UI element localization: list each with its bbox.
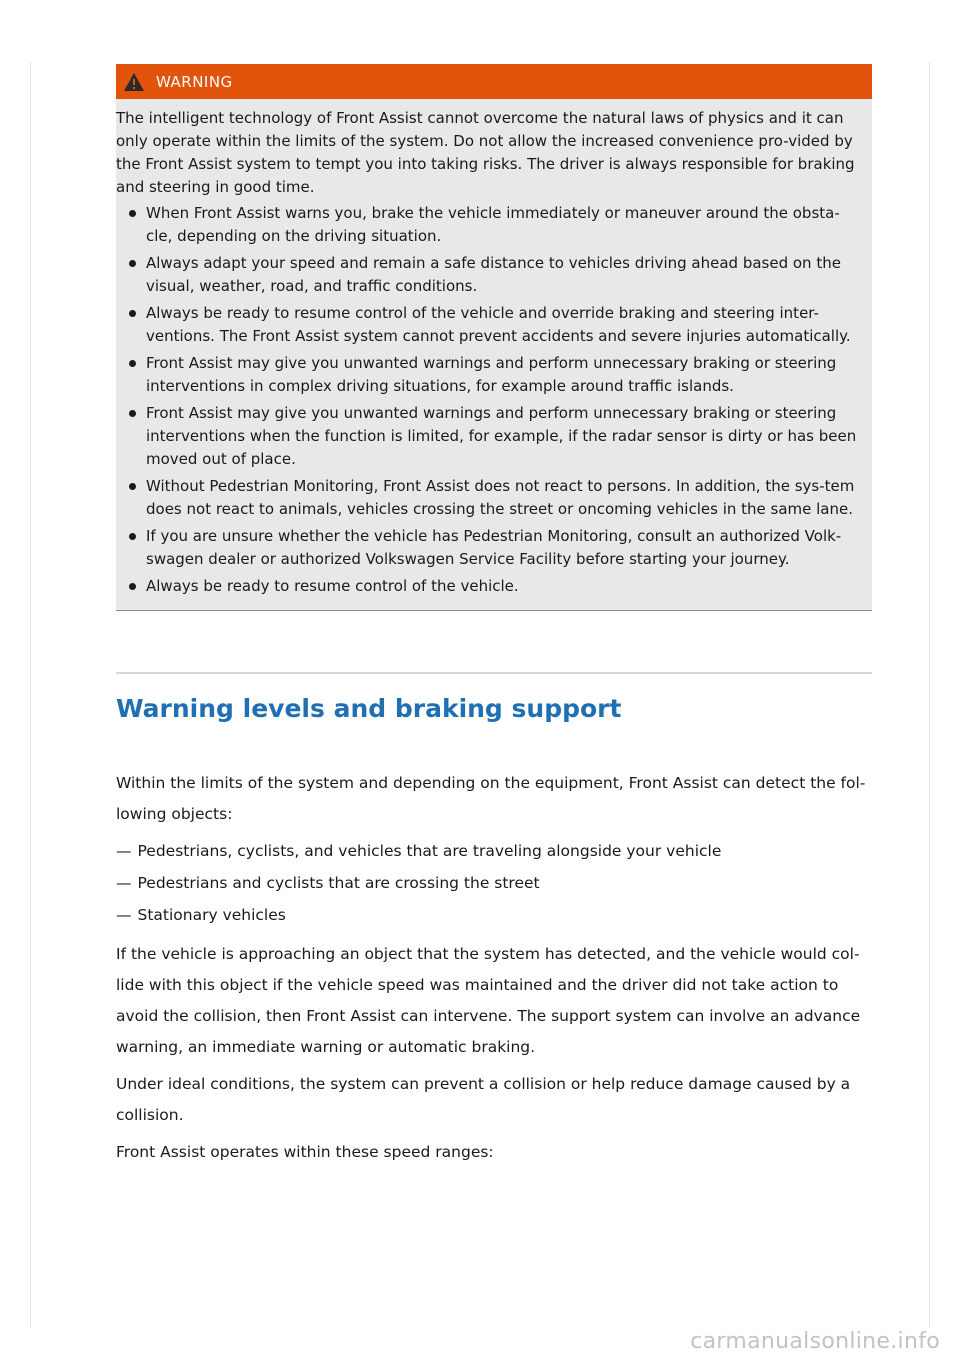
warning-bullet bbox=[116, 402, 862, 471]
list-item bbox=[116, 836, 872, 867]
bullet-dot-icon bbox=[129, 210, 136, 217]
list-item bbox=[116, 868, 872, 899]
list-item-text: Stationary vehicles bbox=[137, 906, 286, 924]
warning-bullet-text: Always be ready to resume control of the vehicle and override braking and steering inter-ventions. The Front Assist system cannot prevent accidents and severe injuries automatically. bbox=[146, 304, 851, 345]
list-item-text: Pedestrians, cyclists, and vehicles that are traveling alongside your vehicle bbox=[137, 842, 722, 860]
dash-marker: — bbox=[116, 906, 132, 924]
paragraph-speed-ranges: Front Assist operates within these speed ranges: bbox=[116, 1143, 494, 1161]
list-item bbox=[116, 900, 872, 931]
watermark: carmanualsonline.info bbox=[690, 1329, 940, 1354]
bullet-dot-icon bbox=[129, 310, 136, 317]
detected-objects-list bbox=[116, 836, 872, 931]
paragraph-ideal-conditions: Under ideal conditions, the system can prevent a collision or help reduce damage caused by a collision. bbox=[116, 1075, 851, 1124]
warning-bullet-text: Front Assist may give you unwanted warnings and perform unnecessary braking or steering interventions in complex driving situations, for example around traffic islands. bbox=[146, 354, 837, 395]
section-content bbox=[116, 768, 872, 1174]
section-intro: Within the limits of the system and depending on the equipment, Front Assist can detect the fol-lowing objects: bbox=[116, 774, 866, 823]
warning-bullet-text: Always adapt your speed and remain a safe distance to vehicles driving ahead based on the visual, weather, road, and traffic conditions. bbox=[146, 254, 841, 295]
warning-bullet bbox=[116, 352, 862, 398]
section-heading: Warning levels and braking support bbox=[116, 694, 622, 723]
warning-bullet bbox=[116, 525, 862, 571]
bullet-dot-icon bbox=[129, 533, 136, 540]
dash-marker: — bbox=[116, 874, 132, 892]
dash-marker: — bbox=[116, 842, 132, 860]
bullet-dot-icon bbox=[129, 583, 136, 590]
warning-bullet-text: Without Pedestrian Monitoring, Front Assist does not react to persons. In addition, the sys-tem does not react to animals, vehicles crossing the street or oncoming vehicles in the same lane. bbox=[146, 477, 855, 518]
list-item-text: Pedestrians and cyclists that are crossing the street bbox=[137, 874, 540, 892]
warning-bullet-text: Always be ready to resume control of the vehicle. bbox=[146, 577, 519, 595]
warning-body bbox=[116, 99, 872, 610]
warning-intro: The intelligent technology of Front Assist cannot overcome the natural laws of physics and it can only operate within the limits of the system. Do not allow the increased convenience pro-vided by the Front Assist system to tempt you into taking risks. The driver is always responsible for braking and steering in good time. bbox=[116, 109, 855, 196]
bullet-dot-icon bbox=[129, 410, 136, 417]
section-divider bbox=[116, 672, 872, 674]
bullet-dot-icon bbox=[129, 483, 136, 490]
warning-header bbox=[116, 64, 872, 99]
warning-bullet bbox=[116, 252, 862, 298]
paragraph-intervention: If the vehicle is approaching an object that the system has detected, and the vehicle would col-lide with this object if the vehicle speed was maintained and the driver did not take action to avoid the collision, then Front Assist can intervene. The support system can involve an advance warning, an immediate warning or automatic braking. bbox=[116, 945, 861, 1056]
warning-bullet bbox=[116, 575, 862, 598]
warning-bullet-text: When Front Assist warns you, brake the vehicle immediately or maneuver around the obsta-cle, depending on the driving situation. bbox=[146, 204, 840, 245]
warning-bullet-list bbox=[116, 202, 862, 598]
warning-box bbox=[116, 64, 872, 611]
warning-bullet bbox=[116, 302, 862, 348]
warning-bullet-text: Front Assist may give you unwanted warnings and perform unnecessary braking or steering interventions when the function is limited, for example, if the radar sensor is dirty or has been moved out of place. bbox=[146, 404, 857, 468]
warning-bullet bbox=[116, 202, 862, 248]
warning-triangle-icon bbox=[123, 72, 145, 92]
bullet-dot-icon bbox=[129, 260, 136, 267]
right-margin-line bbox=[929, 62, 930, 1328]
warning-title: WARNING bbox=[156, 72, 233, 91]
warning-bullet-text: If you are unsure whether the vehicle has Pedestrian Monitoring, consult an authorized Volk-swagen dealer or authorized Volkswagen Service Facility before starting your journey. bbox=[146, 527, 842, 568]
warning-bullet bbox=[116, 475, 862, 521]
left-margin-line bbox=[30, 62, 31, 1328]
bullet-dot-icon bbox=[129, 360, 136, 367]
